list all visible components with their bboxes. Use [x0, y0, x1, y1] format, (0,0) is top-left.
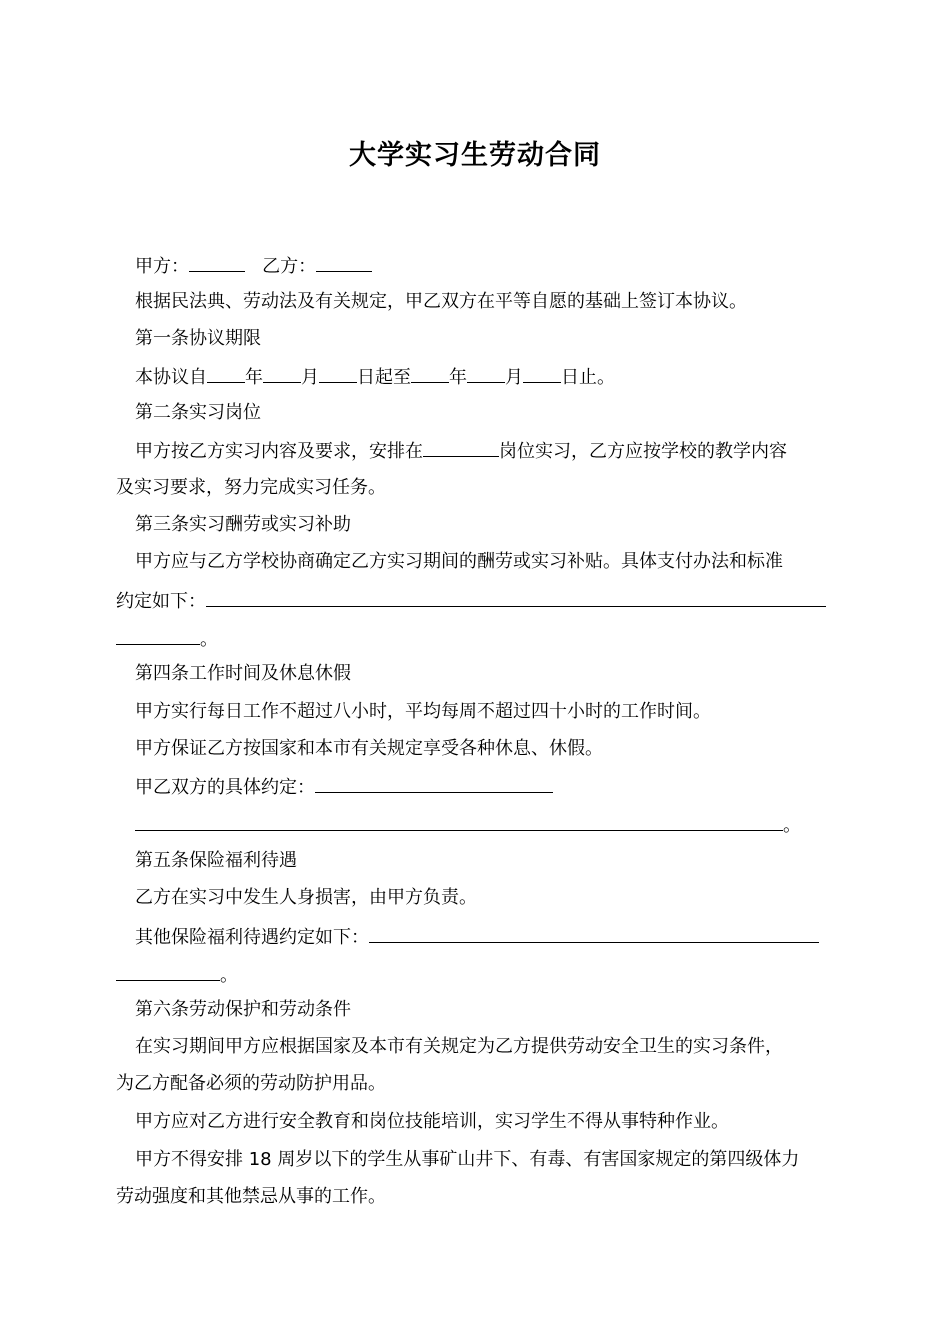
article-5-line-1: 乙方在实习中发生人身损害，由甲方负责。: [135, 887, 477, 908]
agreement-label: 约定如下：: [116, 591, 206, 612]
article-6-line-5: 劳动强度和其他禁忌从事的工作。: [116, 1186, 386, 1207]
year-label: 年: [449, 367, 467, 388]
article-4-title: 第四条工作时间及休息休假: [135, 663, 351, 684]
article-6-line-2: 为乙方配备必须的劳动防护用品。: [116, 1073, 386, 1094]
article-4-line-1: 甲方实行每日工作不超过八小时，平均每周不超过四十小时的工作时间。: [135, 701, 711, 722]
year-label: 年: [245, 367, 263, 388]
article-3-line-2: [116, 588, 836, 614]
specific-agreement-label: 甲乙双方的具体约定：: [135, 777, 315, 798]
article-3-line-1: 甲方应与乙方学校协商确定乙方实习期间的酬劳或实习补贴。具体支付办法和标准: [135, 551, 783, 572]
article-6-line-4: 甲方不得安排 18 周岁以下的学生从事矿山井下、有毒、有害国家规定的第四级体力: [135, 1149, 800, 1170]
start-year-blank[interactable]: [207, 364, 245, 383]
end-month-blank[interactable]: [467, 364, 505, 383]
work-time-terms-blank-cont[interactable]: [135, 812, 783, 831]
article-1-period-line: [135, 364, 855, 390]
start-month-blank[interactable]: [263, 364, 301, 383]
article-6-line-1: 在实习期间甲方应根据国家及本市有关规定为乙方提供劳动安全卫生的实习条件，: [135, 1036, 783, 1057]
intro-paragraph: 根据民法典、劳动法及有关规定，甲乙双方在平等自愿的基础上签订本协议。: [135, 291, 747, 312]
document-title: 大学实习生劳动合同: [349, 140, 601, 171]
end-day-blank[interactable]: [523, 364, 561, 383]
article-3-line-3: [116, 626, 836, 652]
article-6-line-3: 甲方应对乙方进行安全教育和岗位技能培训，实习学生不得从事特种作业。: [135, 1111, 729, 1132]
work-time-terms-blank[interactable]: [315, 774, 553, 793]
month-label: 月: [505, 367, 523, 388]
day-from-label: 日起至: [357, 367, 411, 388]
other-insurance-label: 其他保险福利待遇约定如下：: [135, 927, 369, 948]
party-b-label: 乙方：: [262, 256, 317, 277]
day-to-label: 日止。: [561, 367, 615, 388]
parties-line: [135, 253, 855, 279]
article-1-title: 第一条协议期限: [135, 328, 261, 349]
insurance-terms-blank[interactable]: [369, 924, 819, 943]
party-a-label: 甲方：: [135, 256, 189, 277]
article-2-line-2: 及实习要求，努力完成实习任务。: [116, 477, 386, 498]
party-a-blank[interactable]: [189, 253, 245, 272]
start-day-blank[interactable]: [319, 364, 357, 383]
position-blank[interactable]: [423, 438, 499, 457]
article-2-title: 第二条实习岗位: [135, 402, 261, 423]
art2-text-b: 岗位实习，乙方应按学校的教学内容: [499, 441, 787, 462]
period-mark: 。: [200, 629, 218, 650]
period-mark: 。: [783, 815, 801, 836]
article-4-line-4: [135, 812, 855, 838]
payment-terms-blank-cont[interactable]: [116, 626, 200, 645]
period-mark: 。: [220, 965, 238, 986]
article-4-line-3: [135, 774, 855, 800]
article-3-title: 第三条实习酬劳或实习补助: [135, 514, 351, 535]
insurance-terms-blank-cont[interactable]: [116, 962, 220, 981]
article-4-line-2: 甲方保证乙方按国家和本市有关规定享受各种休息、休假。: [135, 738, 603, 759]
article-5-line-3: [116, 962, 836, 988]
article-5-title: 第五条保险福利待遇: [135, 850, 297, 871]
payment-terms-blank[interactable]: [206, 588, 826, 607]
party-b-blank[interactable]: [316, 253, 372, 272]
period-from-label: 本协议自: [135, 367, 207, 388]
article-2-line-1: [135, 438, 835, 464]
article-5-line-2: [135, 924, 855, 950]
end-year-blank[interactable]: [411, 364, 449, 383]
art2-text-a: 甲方按乙方实习内容及要求，安排在: [135, 441, 423, 462]
article-6-title: 第六条劳动保护和劳动条件: [135, 999, 351, 1020]
month-label: 月: [301, 367, 319, 388]
